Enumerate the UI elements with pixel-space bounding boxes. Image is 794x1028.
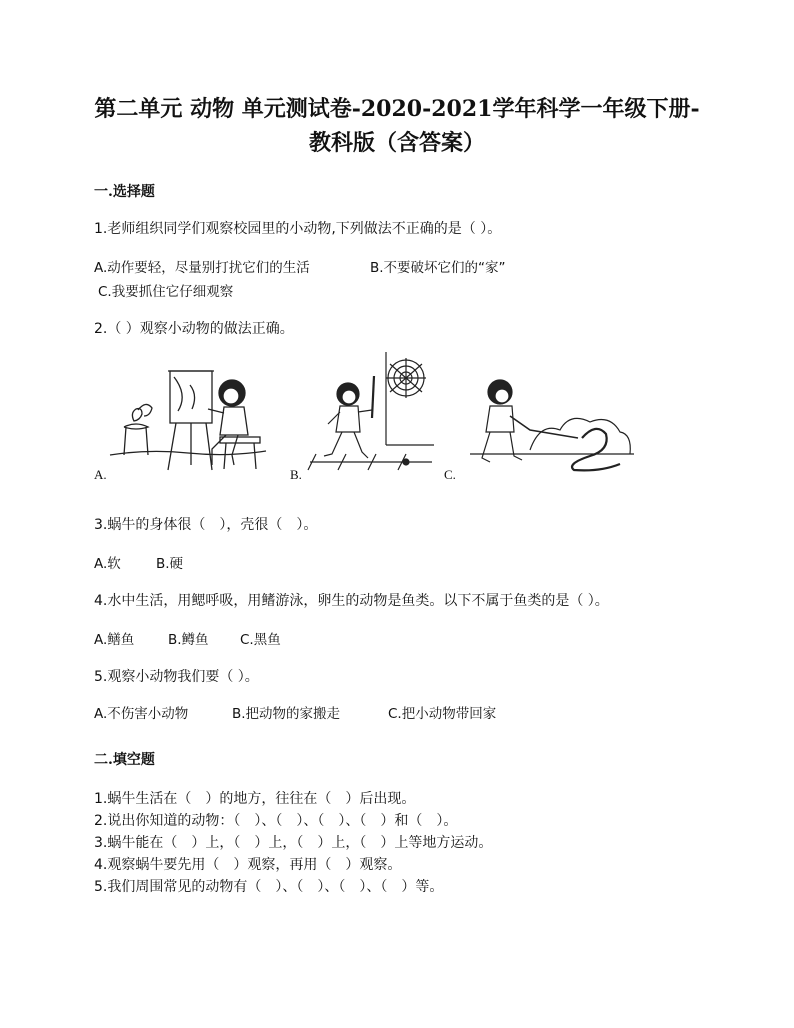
- fill-question-2: 2.说出你知道的动物：（ ）、（ ）、（ ）、（ ）和（ ）。: [94, 813, 458, 829]
- question-5: 5.观察小动物我们要（ ）。: [94, 669, 259, 685]
- q2-option-b-label: B.: [290, 467, 302, 482]
- question-2: 2.（ ）观察小动物的做法正确。: [94, 321, 294, 337]
- girl-drawing-squirrel-icon: [108, 365, 268, 475]
- boy-with-stick-spiderweb-icon: [306, 350, 436, 475]
- section-fill-heading: 二.填空题: [94, 752, 155, 768]
- q5-option-b: B.把动物的家搬走: [232, 706, 341, 722]
- q4-option-c: C.黑鱼: [240, 632, 281, 648]
- fill-question-5: 5.我们周围常见的动物有（ ）、（ ）、（ ）、（ ）等。: [94, 879, 444, 895]
- page-title-line2: 教科版（含答案）: [308, 130, 485, 156]
- fill-question-4: 4.观察蜗牛要先用（ ）观察，再用（ ）观察。: [94, 857, 402, 873]
- q1-option-b: B.不要破坏它们的“家”: [370, 260, 506, 276]
- q3-option-b: B.硬: [156, 556, 184, 572]
- q3-option-a: A.软: [94, 556, 121, 572]
- fill-question-3: 3.蜗牛能在（ ）上，（ ）上，（ ）上，（ ）上等地方运动。: [94, 835, 493, 851]
- section-choice-heading: 一.选择题: [94, 184, 155, 200]
- q2-option-a-label: A.: [94, 467, 107, 482]
- question-1: 1.老师组织同学们观察校园里的小动物,下列做法不正确的是（ ）。: [94, 221, 502, 237]
- q5-option-c: C.把小动物带回家: [388, 706, 497, 722]
- q4-option-b: B.鳟鱼: [168, 632, 209, 648]
- question-3: 3.蜗牛的身体很（ ），壳很（ ）。: [94, 517, 318, 533]
- boy-poking-snake-icon: [470, 372, 635, 476]
- q2-option-c-label: C.: [444, 467, 456, 482]
- q1-option-c: C.我要抓住它仔细观察: [98, 284, 234, 300]
- q5-option-a: A.不伤害小动物: [94, 706, 189, 722]
- q4-option-a: A.鳝鱼: [94, 632, 135, 648]
- question-4: 4.水中生活，用鳃呼吸，用鳍游泳，卵生的动物是鱼类。以下不属于鱼类的是（ ）。: [94, 593, 609, 609]
- q1-option-a: A.动作要轻，尽量别打扰它们的生活: [94, 260, 310, 276]
- fill-question-1: 1.蜗牛生活在（ ）的地方，往往在（ ）后出现。: [94, 791, 416, 807]
- page-title-line1: 第二单元 动物 单元测试卷-2020-2021学年科学一年级下册-: [94, 96, 700, 122]
